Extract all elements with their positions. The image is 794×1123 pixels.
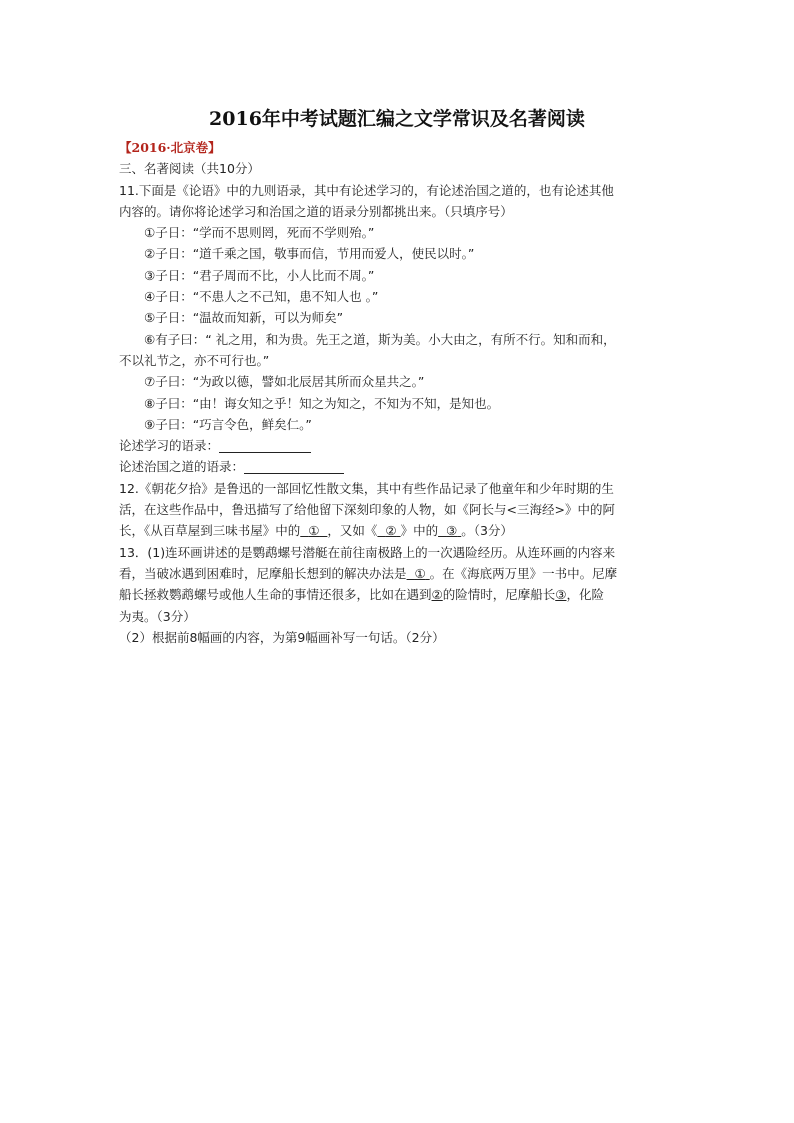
exam-content	[119, 137, 679, 648]
q13-part-2: （2）根据前8幅画的内容，为第9幅画补写一句话。（2分）	[119, 629, 445, 645]
answer-study-label: 论述学习的语录：	[119, 438, 220, 454]
answer-governance-blank[interactable]	[244, 459, 344, 474]
q12-line-3-text-d: 》中的	[400, 523, 439, 539]
q12-line-1: 12.《朝花夕拾》是鲁迅的一部回忆性散文集，其中有些作品记录了他童年和少年时期的生	[119, 480, 614, 496]
q12-blank-1[interactable]: ①	[308, 523, 320, 539]
q13-line-3-text-a: 船长拯救鹦鹉螺号或他人生命的事情还很多，比如在遇到	[119, 587, 432, 603]
q13-line-2-text-c: 。在《海底两万里》一书中。尼摩	[429, 565, 618, 581]
q13-line-3-text-c: 的险情时，尼摩船长	[442, 587, 556, 603]
q13-line-2	[119, 563, 679, 584]
q11-item-7: ⑦子曰：“为政以德，譬如北辰居其所而众星共之。”	[144, 374, 425, 390]
q12-line-2: 活，在这些作品中，鲁迅描写了给他留下深刻印象的人物，如《阿长与<三海经>》中的阿	[119, 502, 615, 518]
q13-blank-3[interactable]: ③	[555, 587, 567, 603]
q13-line-4: 为夷。（3分）	[119, 608, 196, 624]
q13-blank-1[interactable]: ①	[414, 565, 426, 581]
page-title: 2016年中考试题汇编之文学常识及名著阅读	[209, 108, 585, 130]
q11-item-9: ⑨子曰：“巧言令色，鲜矣仁。”	[144, 416, 312, 432]
q11-item-6: ⑥有子曰：“ 礼之用，和为贵。先王之道，斯为美。小大由之，有所不行。知和而和，	[144, 331, 616, 347]
q12-blank-2[interactable]: ②	[385, 523, 397, 539]
answer-study-blank[interactable]	[219, 438, 311, 453]
q12-line-3-text-a: 长，《从百草屋到三味书屋》中的	[119, 523, 301, 539]
q12-line-3-text-e: 。（3分）	[461, 523, 513, 539]
q11-stem-line-2: 内容的。请你将论述学习和治国之道的语录分别都挑出来。（只填序号）	[119, 203, 513, 219]
q11-item-8: ⑧子曰：“由！诲女知之乎！知之为知之，不知为不知，是知也。	[144, 395, 500, 411]
q11-item-4: ④子日：“不患人之不己知，患不知人也 。”	[144, 289, 379, 305]
q12-line-3-text-c: ，又如《	[327, 523, 378, 539]
q11-item-3: ③子日：“君子周而不比，小人比而不周。”	[144, 267, 375, 283]
q12-blank-3[interactable]: ③	[446, 523, 458, 539]
q11-answer-governance	[119, 456, 679, 477]
q11-answer-study	[119, 435, 679, 456]
q13-line-2-text-a: 看，当破冰遇到困难时，尼摩船长想到的解决办法是	[119, 565, 407, 581]
q13-line-3-text-d: ，化险	[566, 587, 604, 603]
answer-governance-label: 论述治国之道的语录：	[119, 459, 245, 475]
q11-stem-line-1: 11.下面是《论语》中的九则语录，其中有论述学习的，有论述治国之道的，也有论述其他	[119, 182, 614, 198]
q11-item-5: ⑤子日：“温故而知新，可以为师矣”	[144, 310, 344, 326]
q11-item-6-continuation: 不以礼节之，亦不可行也。”	[119, 352, 270, 368]
section-heading: 三、名著阅读（共10分）	[119, 161, 260, 177]
q13-line-1: 13．(1)连环画讲述的是鹦鹉螺号潜艇在前往南极路上的一次遇险经历。从连环画的内容来	[119, 544, 616, 560]
q13-line-3	[119, 584, 679, 605]
q12-line-3	[119, 520, 679, 541]
q11-item-1: ①子日：“学而不思则罔，死而不学则殆。”	[144, 225, 375, 241]
q11-item-2: ②子日：“道千乘之国，敬事而信，节用而爱人，使民以时。”	[144, 246, 475, 262]
q13-blank-2[interactable]: ②	[431, 587, 443, 603]
source-tag: 【2016·北京卷】	[119, 140, 221, 155]
